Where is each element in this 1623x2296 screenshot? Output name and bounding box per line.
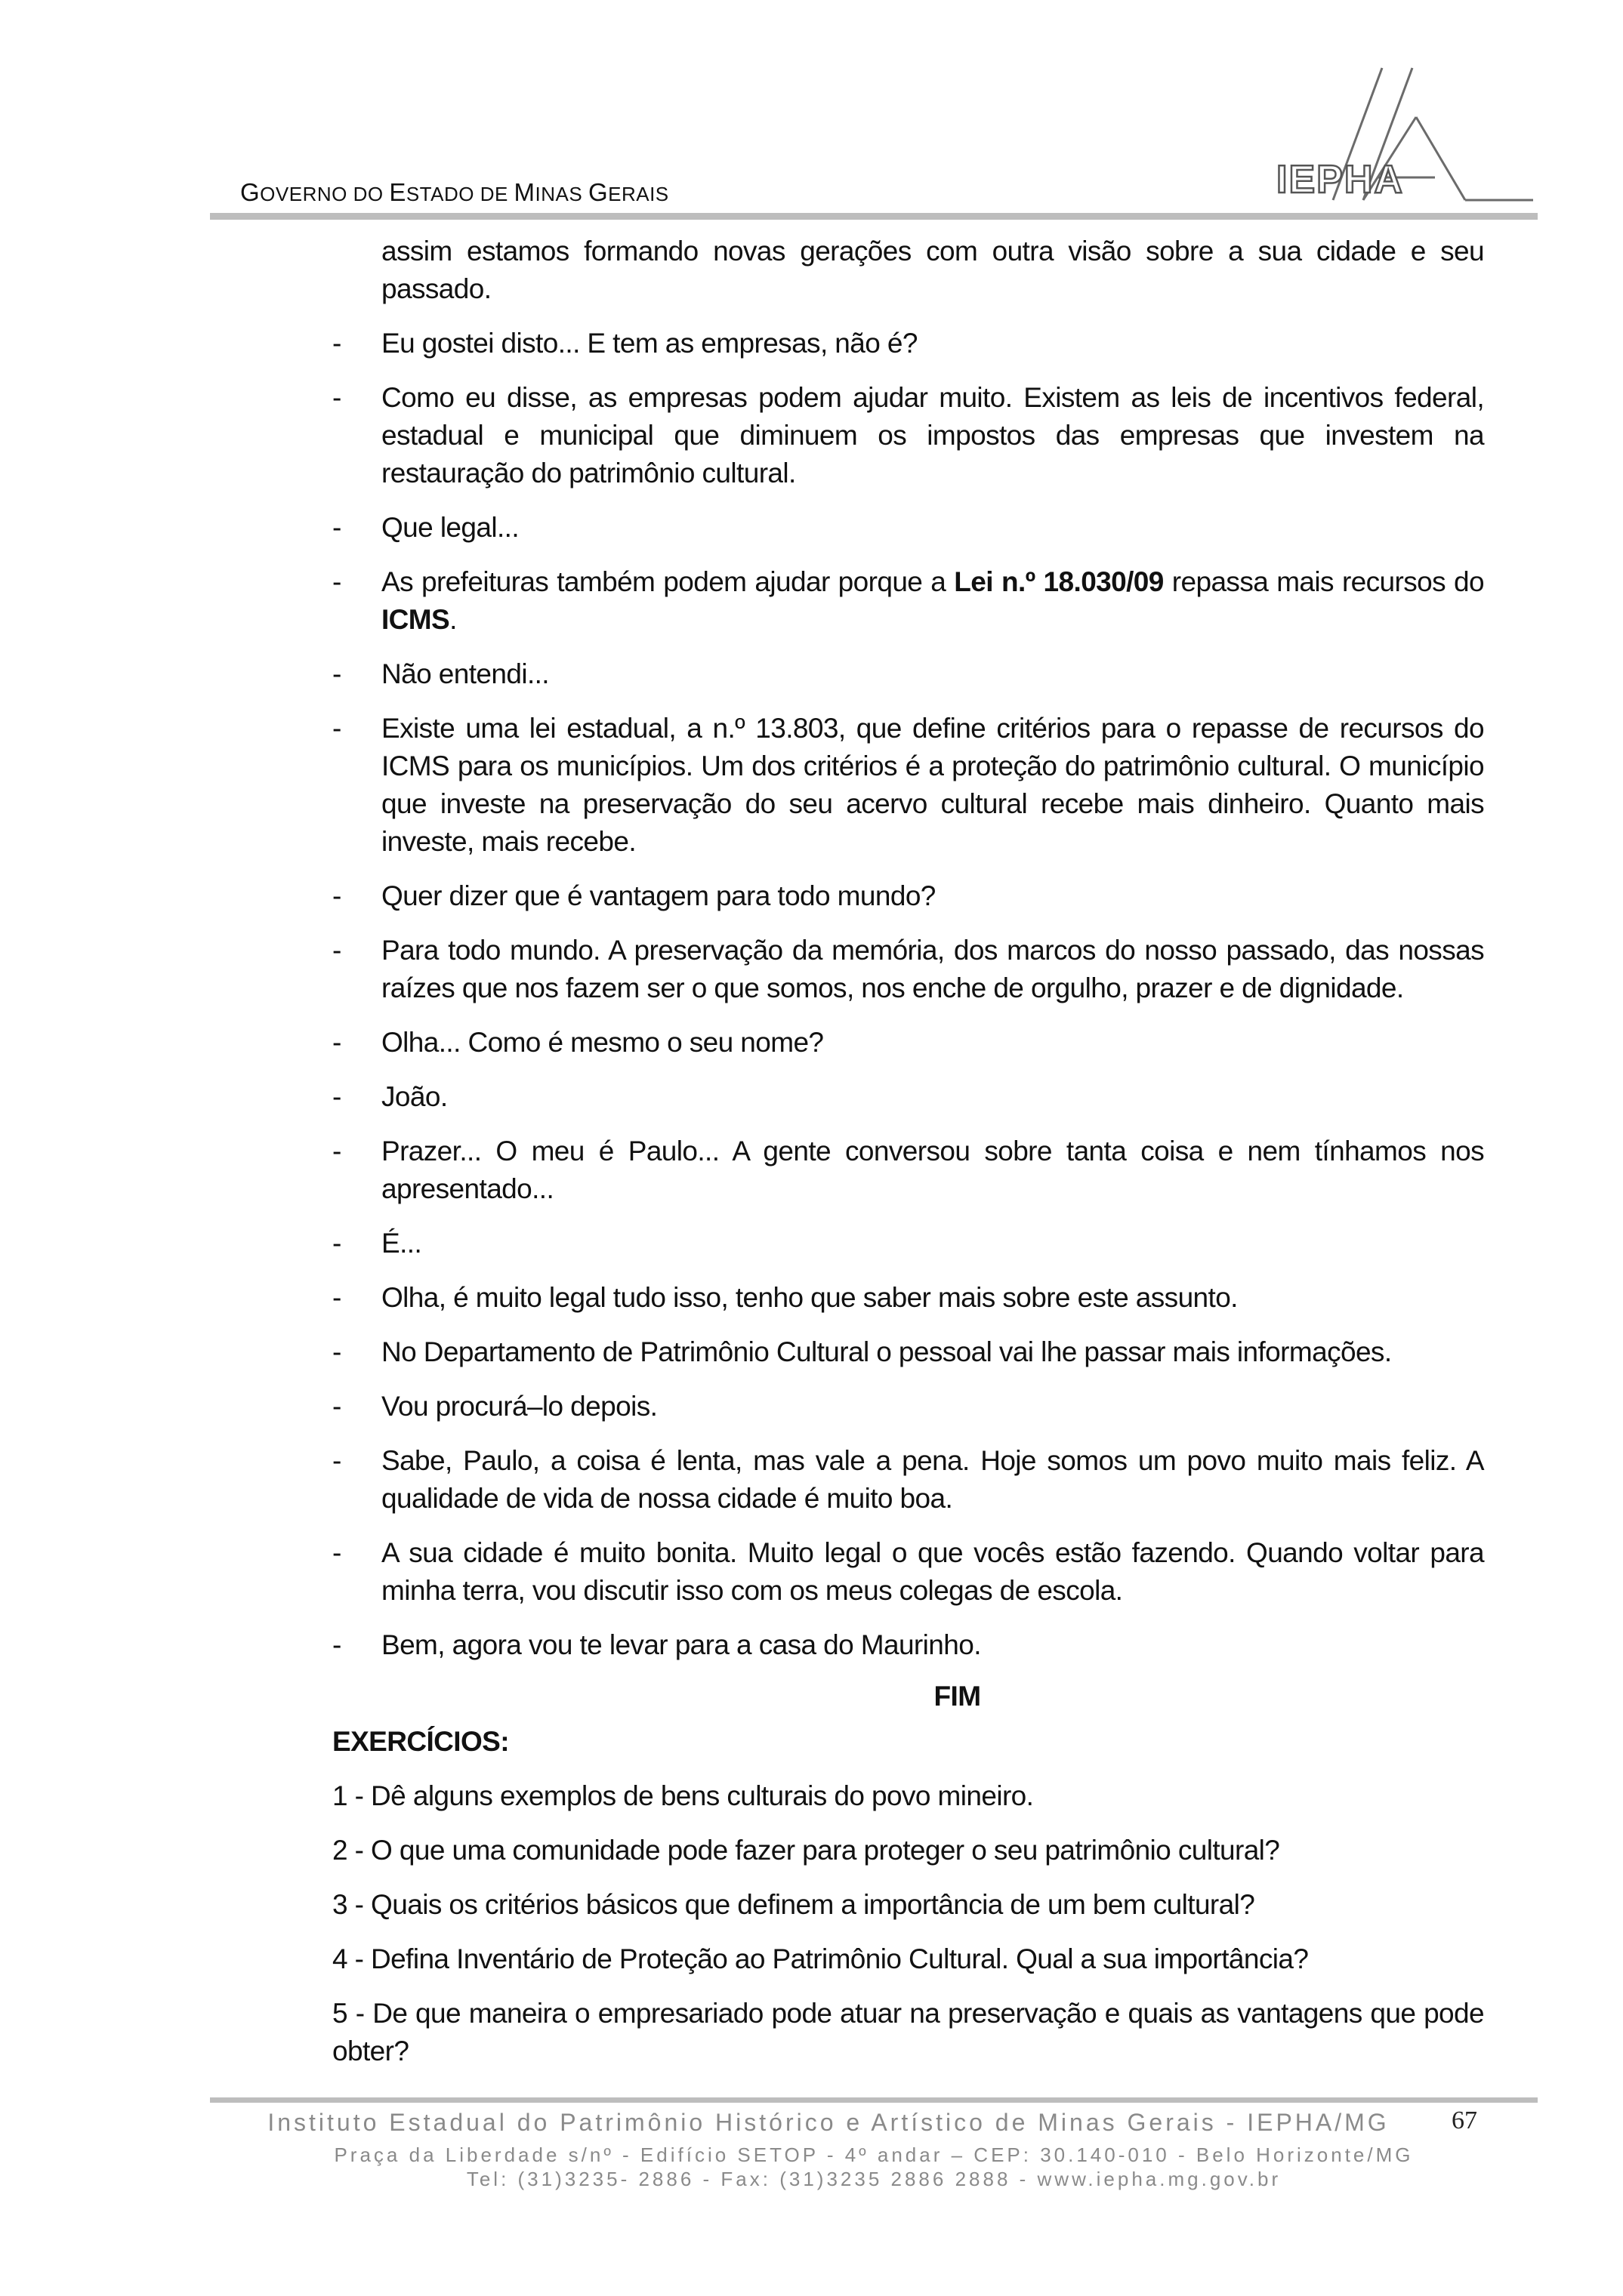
dialogue-dash: - bbox=[332, 1537, 341, 1568]
bold-term: Lei n.º 18.030/09 bbox=[954, 566, 1164, 597]
continuation-paragraph: assim estamos formando novas gerações com outra visão sobre a sua cidade e seu passado. bbox=[381, 236, 1484, 304]
dialogue-item bbox=[332, 509, 1484, 547]
header-cap-2: E bbox=[389, 178, 406, 206]
header-title bbox=[240, 178, 669, 207]
logo-text: IEPHA bbox=[1276, 158, 1404, 202]
exercise-item: 1 - Dê alguns exemplos de bens culturais do povo mineiro. bbox=[332, 1780, 1034, 1811]
dialogue-text: Vou procurá–lo depois. bbox=[381, 1391, 658, 1422]
exercises-heading: EXERCÍCIOS: bbox=[332, 1726, 509, 1757]
exercises-list bbox=[332, 1777, 1484, 2070]
dialogue-dash: - bbox=[332, 1629, 341, 1660]
dialogue-item bbox=[332, 932, 1484, 1007]
dialogue-text: Prazer... O meu é Paulo... A gente conversou sobre tanta coisa e nem tínhamos nos apresentado... bbox=[381, 1136, 1484, 1204]
footer-contact: Tel: (31)3235- 2886 - Fax: (31)3235 2886 2888 - www.iepha.mg.gov.br bbox=[466, 2168, 1282, 2190]
dialogue-text: Como eu disse, as empresas podem ajudar muito. Existem as leis de incentivos federal, estadual e municipal que diminuem os impostos das empresas que investem na restauração do patrimônio cultural. bbox=[381, 382, 1484, 488]
exercise-item: 2 - O que uma comunidade pode fazer para proteger o seu patrimônio cultural? bbox=[332, 1835, 1280, 1866]
dialogue-item bbox=[332, 1024, 1484, 1062]
dialogue-dash: - bbox=[332, 1336, 341, 1367]
dialogue-dash: - bbox=[332, 1391, 341, 1422]
header-rest-4: ERAIS bbox=[608, 183, 669, 205]
dialogue-list bbox=[332, 325, 1484, 1664]
dialogue-item bbox=[332, 1534, 1484, 1610]
dialogue-dash: - bbox=[332, 1445, 341, 1476]
dialogue-item bbox=[332, 1442, 1484, 1518]
dialogue-dash: - bbox=[332, 880, 341, 911]
dialogue-segment: repassa mais recursos do bbox=[1163, 566, 1484, 597]
dialogue-text: Bem, agora vou te levar para a casa do Maurinho. bbox=[381, 1629, 981, 1660]
dialogue-text: Não entendi... bbox=[381, 658, 549, 689]
footer-address: Praça da Liberdade s/nº - Edifício SETOP - 4º andar – CEP: 30.140-010 - Belo Horizonte/MG bbox=[334, 2143, 1414, 2166]
dialogue-item bbox=[332, 325, 1484, 362]
dialogue-item bbox=[332, 1225, 1484, 1262]
dialogue-item bbox=[332, 379, 1484, 492]
dialogue-segment: . bbox=[449, 604, 457, 635]
dialogue-text: A sua cidade é muito bonita. Muito legal o que vocês estão fazendo. Quando voltar para minha terra, vou discutir isso com os meus colegas de escola. bbox=[381, 1537, 1484, 1606]
bold-term: ICMS bbox=[381, 604, 450, 635]
dialogue-item bbox=[332, 877, 1484, 915]
dialogue-item bbox=[332, 655, 1484, 693]
header-divider bbox=[210, 213, 1538, 220]
header-rest-3: INAS bbox=[535, 183, 588, 205]
dialogue-text: Eu gostei disto... E tem as empresas, não é? bbox=[381, 328, 918, 359]
dialogue-dash: - bbox=[332, 1136, 341, 1166]
dialogue-dash: - bbox=[332, 1228, 341, 1259]
dialogue-text: Olha... Como é mesmo o seu nome? bbox=[381, 1027, 824, 1058]
header-rest-1: OVERNO DO bbox=[260, 183, 390, 205]
dialogue-text: No Departamento de Patrimônio Cultural o pessoal vai lhe passar mais informações. bbox=[381, 1336, 1392, 1367]
dialogue-dash: - bbox=[332, 713, 341, 744]
dialogue-text: João. bbox=[381, 1081, 448, 1112]
dialogue-dash: - bbox=[332, 1282, 341, 1313]
dialogue-item bbox=[332, 1279, 1484, 1317]
dialogue-item bbox=[332, 1133, 1484, 1208]
dialogue-dash: - bbox=[332, 658, 341, 689]
dialogue-item bbox=[332, 563, 1484, 639]
footer bbox=[210, 2106, 1538, 2191]
header-cap-3: M bbox=[514, 178, 535, 206]
header-cap-1: G bbox=[240, 178, 261, 206]
iepha-logo bbox=[1276, 60, 1541, 211]
dialogue-item bbox=[332, 1388, 1484, 1425]
dialogue-dash: - bbox=[332, 1027, 341, 1058]
dialogue-text: Existe uma lei estadual, a n.º 13.803, que define critérios para o repasse de recursos do ICMS para os municípios. Um dos critérios é a proteção do patrimônio cultural. O município que investe na preservação do seu acervo cultural recebe mais dinheiro. Quanto mais investe, mais recebe. bbox=[381, 713, 1484, 857]
header-cap-4: G bbox=[588, 178, 609, 206]
dialogue-text: Quer dizer que é vantagem para todo mundo? bbox=[381, 880, 936, 911]
page-number: 67 bbox=[1452, 2106, 1477, 2134]
dialogue-dash: - bbox=[332, 382, 341, 413]
dialogue-item bbox=[332, 1626, 1484, 1664]
dialogue-item bbox=[332, 1078, 1484, 1116]
dialogue-dash: - bbox=[332, 566, 341, 597]
dialogue-item bbox=[332, 1333, 1484, 1371]
header-rest-2: STADO DE bbox=[406, 183, 514, 205]
dialogue-text: Que legal... bbox=[381, 512, 520, 543]
dialogue-dash: - bbox=[332, 328, 341, 359]
end-marker: FIM bbox=[933, 1681, 981, 1712]
dialogue-text: Para todo mundo. A preservação da memória, dos marcos do nosso passado, das nossas raízes que nos fazem ser o que somos, nos enche de orgulho, prazer e de dignidade. bbox=[381, 935, 1484, 1003]
dialogue-text: Sabe, Paulo, a coisa é lenta, mas vale a pena. Hoje somos um povo muito mais feliz. A qualidade de vida de nossa cidade é muito boa. bbox=[381, 1445, 1484, 1514]
footer-institute: Instituto Estadual do Patrimônio Histórico e Artístico de Minas Gerais - IEPHA/MG bbox=[267, 2109, 1390, 2136]
dialogue-dash: - bbox=[332, 935, 341, 966]
exercise-item: 4 - Defina Inventário de Proteção ao Patrimônio Cultural. Qual a sua importância? bbox=[332, 1943, 1309, 1974]
footer-divider bbox=[210, 2097, 1538, 2103]
dialogue-dash: - bbox=[332, 512, 341, 543]
dialogue-segment: As prefeituras também podem ajudar porque a bbox=[381, 566, 955, 597]
dialogue-text bbox=[381, 566, 1484, 635]
exercise-item: 3 - Quais os critérios básicos que definem a importância de um bem cultural? bbox=[332, 1889, 1255, 1920]
main-content bbox=[332, 233, 1484, 2087]
dialogue-item bbox=[332, 710, 1484, 861]
exercise-item: 5 - De que maneira o empresariado pode atuar na preservação e quais as vantagens que pode obter? bbox=[332, 1998, 1484, 2066]
dialogue-text: Olha, é muito legal tudo isso, tenho que saber mais sobre este assunto. bbox=[381, 1282, 1238, 1313]
dialogue-text: É... bbox=[381, 1228, 422, 1259]
dialogue-dash: - bbox=[332, 1081, 341, 1112]
